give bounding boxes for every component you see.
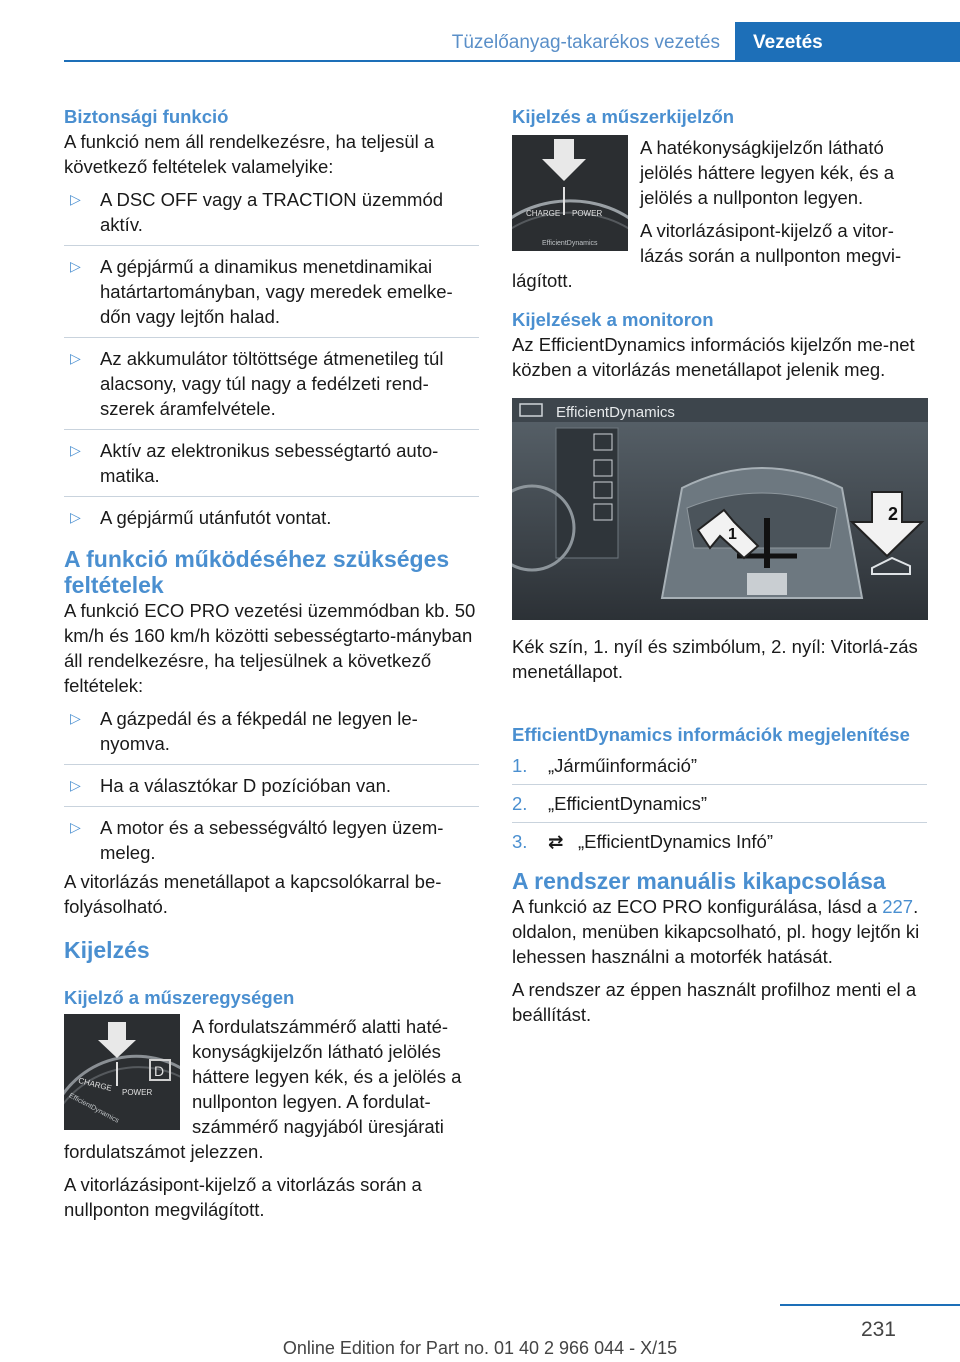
list-item: ▷ A gázpedál és a fékpedál ne legyen le-nyomva. xyxy=(64,706,479,765)
figure-caption: Kék szín, 1. nyíl és szimbólum, 2. nyíl: Vitorlá-zás menetállapot. xyxy=(512,636,918,682)
list-item: ▷ A gépjármű a dinamikus menetdinamikai határtartományban, vagy meredek emelke-dőn vagy lejtőn halad. xyxy=(64,254,479,338)
efficientdynamics-label: EfficientDynamics xyxy=(542,240,598,247)
manual-off-text-2: A rendszer az éppen használt profilhoz menti el a beállítást. xyxy=(512,979,917,1025)
instrument-text-2: A vitorlázásipont-kijelző a vitorlázás során a nullponton megvilágított. xyxy=(64,1174,422,1220)
gauge-figure xyxy=(64,1014,180,1130)
list-item: ▷ A DSC OFF vagy a TRACTION üzemmód aktív. xyxy=(64,187,479,246)
triangle-bullet-icon: ▷ xyxy=(70,442,81,458)
monitor-text: Az EfficientDynamics információs kijelzőn me-net közben a vitorlázás menetállapot jelenik meg. xyxy=(512,334,915,380)
display-heading: Kijelzés xyxy=(64,937,150,963)
safety-heading: Biztonsági funkció xyxy=(64,106,229,127)
conditions-outro: A vitorlázás menetállapot a kapcsolókarral be-folyásolható. xyxy=(64,871,442,917)
list-item: ▷ A gépjármű utánfutót vontat. xyxy=(70,507,332,528)
cluster-text-2: A vitorlázásipont-kijelző a vitor-lázás során a nullponton megvi-lágított. xyxy=(512,220,902,291)
manual-off-heading: A rendszer manuális kikapcsolása xyxy=(512,868,886,894)
footer-rule xyxy=(780,1304,960,1306)
left-column xyxy=(64,104,479,1230)
screen-title: EfficientDynamics xyxy=(556,404,675,421)
list-item: 3. ⇄ „EfficientDynamics Infó” xyxy=(512,831,773,852)
page-link[interactable]: 227 xyxy=(882,896,914,917)
header-chapter-tab: Vezetés xyxy=(735,22,960,62)
list-item: 2. „EfficientDynamics” xyxy=(512,791,927,823)
triangle-bullet-icon: ▷ xyxy=(70,819,81,835)
monitor-heading: Kijelzések a monitoron xyxy=(512,309,714,330)
list-item: ▷ Ha a választókar D pozícióban van. xyxy=(64,773,479,807)
edition-footer: Online Edition for Part no. 01 40 2 966 044 - X/15 xyxy=(282,1338,678,1358)
conditions-intro: A funkció ECO PRO vezetési üzemmódban kb. 50 km/h és 160 km/h közötti sebességtarto-mányban áll rendelkezésre, ha teljesülnek a következő feltételek: xyxy=(64,600,476,696)
conditions-heading: A funkció működéséhez szükséges feltételek xyxy=(64,546,450,598)
triangle-bullet-icon: ▷ xyxy=(70,350,81,366)
triangle-bullet-icon: ▷ xyxy=(70,191,81,207)
right-column xyxy=(512,104,927,1035)
cluster-figure xyxy=(512,135,628,251)
efficientdynamics-info-icon: ⇄ xyxy=(548,831,564,852)
list-item: 1. „Járműinformáció” xyxy=(512,753,927,785)
header-rule xyxy=(64,60,960,62)
list-item: ▷ Aktív az elektronikus sebességtartó auto-matika. xyxy=(64,438,479,497)
arrow-1-label: 1 xyxy=(728,526,737,543)
charge-label: CHARGE xyxy=(77,1075,113,1094)
power-label: POWER xyxy=(122,1088,153,1097)
ed-info-heading: EfficientDynamics információk megjelenítése xyxy=(512,724,910,745)
cluster-heading: Kijelzés a műszerkijelzőn xyxy=(512,106,735,127)
efficientdynamics-label: EfficientDynamics xyxy=(67,1092,120,1125)
list-item: ▷ A motor és a sebességváltó legyen üzem-meleg. xyxy=(70,817,444,863)
charge-label: CHARGE xyxy=(526,209,561,218)
safety-intro: A funkció nem áll rendelkezésre, ha teljesül a következő feltételek valamelyike: xyxy=(64,131,435,177)
gear-d-label: D xyxy=(154,1063,165,1079)
triangle-bullet-icon: ▷ xyxy=(70,710,81,726)
triangle-bullet-icon: ▷ xyxy=(70,509,81,525)
list-item: ▷ Az akkumulátor töltöttsége átmenetileg túl alacsony, vagy túl nagy a fedélzeti rend-szerek áramfelvétele. xyxy=(64,346,479,430)
safety-list xyxy=(64,187,479,538)
conditions-list xyxy=(64,706,479,867)
ed-steps-list xyxy=(512,753,927,860)
manual-off-text: A funkció az ECO PRO konfigurálása, lásd a 227. oldalon, menüben kikapcsolható, pl. hogy lejtőn ki lehessen használni a motorfék hatását. xyxy=(512,896,920,967)
arrow-2-label: 2 xyxy=(888,504,899,524)
cluster-text: A hatékonyságkijelzőn látható jelölés háttere legyen kék, és a jelölés a nullponton legyen. xyxy=(640,137,895,208)
header-section-title: Tüzelőanyag-takarékos vezetés xyxy=(451,32,720,53)
triangle-bullet-icon: ▷ xyxy=(70,258,81,274)
page-number: 231 xyxy=(860,1318,896,1341)
triangle-bullet-icon: ▷ xyxy=(70,777,81,793)
power-label: POWER xyxy=(572,209,603,218)
instrument-text: A fordulatszámmérő alatti haté-konyságkijelzőn látható jelölés háttere legyen kék, és a jelölés a nullponton legyen. A fordulat-számmérő nagyjából üresjárati fordulatszámot jelezzen. xyxy=(64,1016,462,1162)
instrument-heading: Kijelző a műszeregységen xyxy=(64,987,295,1008)
efficientdynamics-screen xyxy=(512,398,928,620)
